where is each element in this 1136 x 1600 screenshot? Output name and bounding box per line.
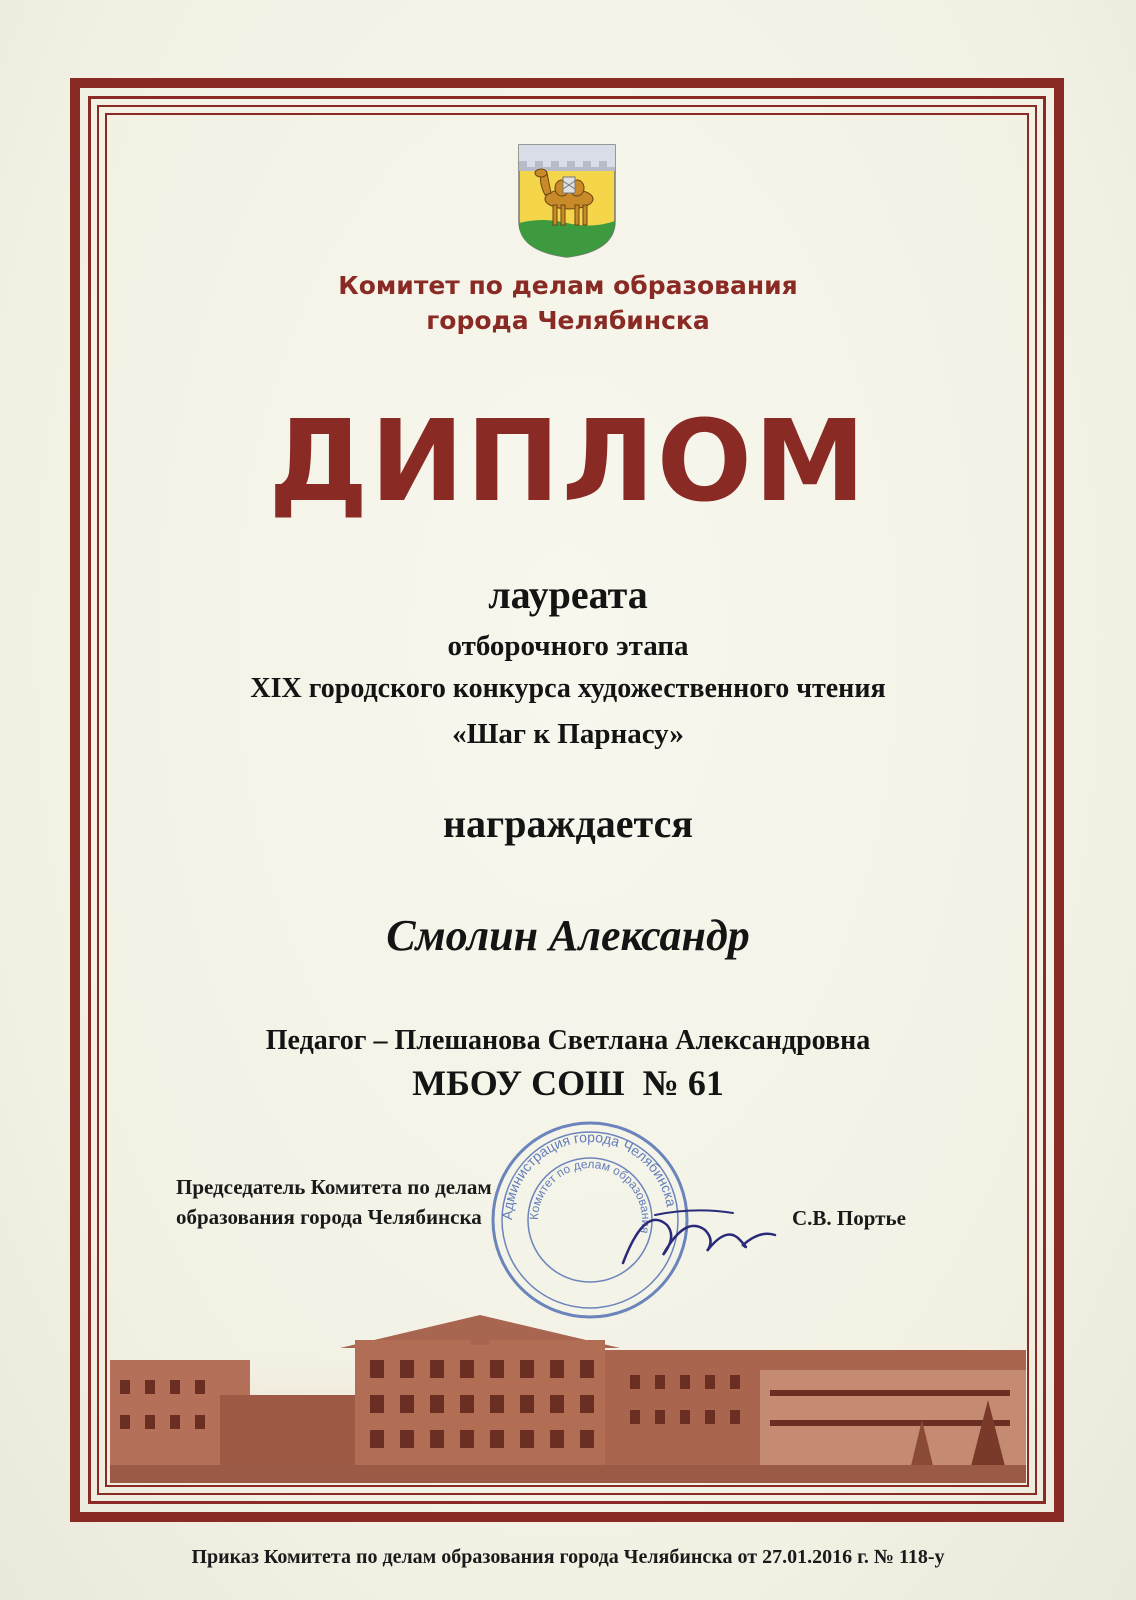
diploma-title: ДИПЛОМ <box>268 397 868 527</box>
stage-label: отборочного этапа <box>447 630 689 662</box>
signer-position-line-1: Председатель Комитета по делам <box>176 1175 492 1199</box>
school-building-illustration <box>110 1300 1026 1483</box>
school-name: МБОУ СОШ № 61 <box>412 1063 724 1103</box>
signer-position-line-2: образования города Челябинска <box>176 1205 482 1229</box>
teacher-line: Педагог – Плешанова Светлана Александровна <box>265 1025 871 1056</box>
signer-name: С.В. Портье <box>792 1206 906 1230</box>
laureate-label: лауреата <box>488 572 648 617</box>
awarded-label: награждается <box>443 801 693 846</box>
contest-label: XIX городского конкурса художественного чтения <box>250 673 886 704</box>
stamp-outer-text: Администрация города Челябинска <box>498 1128 680 1221</box>
stamp-inner-text: Комитет по делам образования <box>526 1156 654 1235</box>
coat-of-arms-icon <box>517 143 617 259</box>
organization-line-1: Комитет по делам образования <box>338 271 798 300</box>
footer-order: Приказ Комитета по делам образования города Челябинска от 27.01.2016 г. № 118-у <box>191 1546 945 1568</box>
recipient-name: Смолин Александр <box>386 911 750 960</box>
contest-name: «Шаг к Парнасу» <box>452 718 684 750</box>
handwritten-signature <box>615 1185 780 1285</box>
organization-line-2: города Челябинска <box>426 306 710 335</box>
